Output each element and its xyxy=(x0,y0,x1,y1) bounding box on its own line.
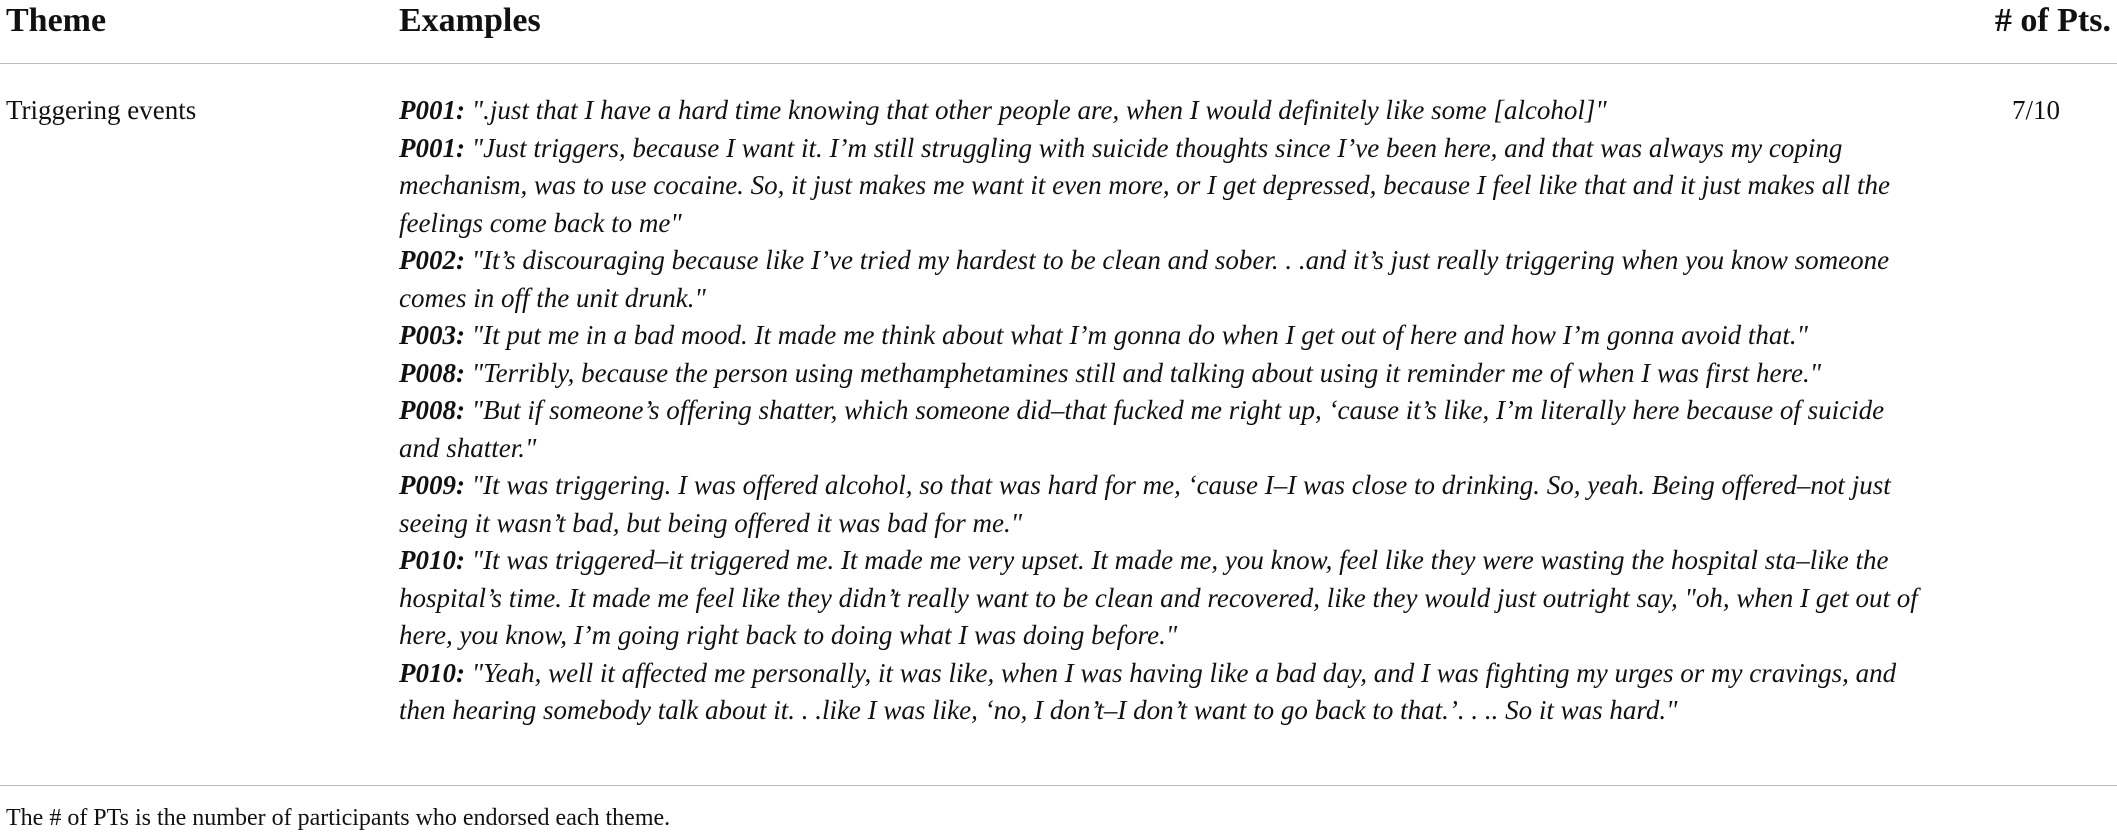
quote-text: "Just triggers, because I want it. I’m still struggling with suicide thoughts since I’ve been here, and that was always my coping mechanism, was to use cocaine. So, it just makes me want it even more, or I get depressed, because I feel like that and it just makes all the feelings come back to me" xyxy=(399,132,1890,238)
participant-count-cell: 7/10 xyxy=(2012,95,2061,125)
quote-item xyxy=(399,655,1919,730)
header-divider xyxy=(0,63,2117,64)
quote-item xyxy=(399,92,1919,130)
participant-id: P008: xyxy=(399,357,465,388)
header-theme: Theme xyxy=(6,2,107,39)
participant-id: P010: xyxy=(399,657,465,688)
quote-item xyxy=(399,355,1919,393)
quote-text: "Yeah, well it affected me personally, it was like, when I was having like a bad day, and I was fighting my urges or my cravings, and then hearing somebody talk about it. . .like I was like, ‘no, I don’t–I don’t want to go back to that.’. . .. So it was hard." xyxy=(399,657,1897,725)
quote-item xyxy=(399,392,1919,467)
quote-text: "It was triggering. I was offered alcohol, so that was hard for me, ‘cause I–I was close to drinking. So, yeah. Being offered–not just seeing it wasn’t bad, but being offered it was bad for me." xyxy=(399,470,1891,538)
quote-item xyxy=(399,130,1919,243)
quote-text: "It’s discouraging because like I’ve tried my hardest to be clean and sober. . .and it’s just really triggering when you know someone comes in off the unit drunk." xyxy=(399,245,1890,313)
examples-cell xyxy=(399,92,1919,730)
participant-id: P010: xyxy=(399,545,465,575)
participant-id: P008: xyxy=(399,395,465,425)
quote-item xyxy=(399,242,1919,317)
quote-item xyxy=(399,542,1919,655)
quote-text: "But if someone’s offering shatter, which someone did–that fucked me right up, ‘cause it’s like, I’m literally here because of suicide and shatter." xyxy=(399,395,1885,463)
header-number-of-participants: # of Pts. xyxy=(1994,2,2111,39)
quote-text: "It put me in a bad mood. It made me think about what I’m gonna do when I get out of here and how I’m gonna avoid that." xyxy=(471,320,1808,350)
participant-id: P009: xyxy=(399,470,465,500)
table-footnote: The # of PTs is the number of participants who endorsed each theme. xyxy=(6,805,671,831)
quote-item xyxy=(399,467,1919,542)
theme-cell: Triggering events xyxy=(6,95,197,125)
header-examples: Examples xyxy=(399,2,541,39)
participant-id: P001: xyxy=(399,95,465,125)
quote-text: "It was triggered–it triggered me. It made me very upset. It made me, you know, feel like they were wasting the hospital sta–like the hospital’s time. It made me feel like they didn’t really want to be clean and recovered, like they would just outright say, "oh, when I get out of here, you know, I’m going right back to doing what I was doing before." xyxy=(399,545,1918,650)
participant-id: P003: xyxy=(399,320,465,350)
participant-id: P001: xyxy=(399,132,465,163)
participant-id: P002: xyxy=(399,245,465,275)
quote-item xyxy=(399,317,1919,355)
quote-text: ".just that I have a hard time knowing that other people are, when I would definitely like some [alcohol]" xyxy=(471,95,1607,125)
table-bottom-divider xyxy=(0,785,2117,786)
quote-text: "Terribly, because the person using methamphetamines still and talking about using it reminder me of when I was first here." xyxy=(471,357,1822,388)
